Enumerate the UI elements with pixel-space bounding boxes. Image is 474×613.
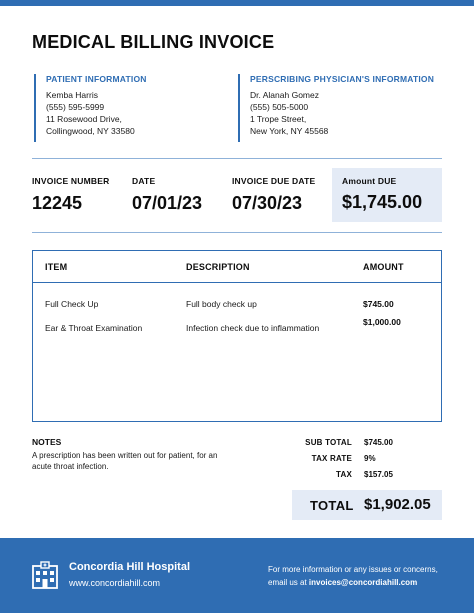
total-value: $1,902.05	[364, 496, 431, 513]
column-header-item: ITEM	[45, 262, 68, 272]
tax-row	[280, 470, 442, 484]
subtotal-value: $745.00	[364, 438, 393, 447]
invoice-date-label: DATE	[132, 176, 156, 186]
notes-heading: NOTES	[32, 437, 62, 447]
divider-top	[32, 158, 442, 159]
row-1-description: Full body check up	[186, 299, 257, 309]
amount-due-value: $1,745.00	[342, 192, 423, 212]
row-2-amount: $1,000.00	[363, 317, 401, 327]
column-header-amount: AMOUNT	[363, 262, 404, 272]
row-2-item: Ear & Throat Examination	[45, 323, 143, 333]
patient-info-heading: PATIENT INFORMATION	[46, 74, 147, 84]
footer-info-prefix: email us at	[268, 578, 309, 587]
hospital-name: Concordia Hill Hospital	[69, 561, 191, 573]
physician-info-heading: PERSCRIBING PHYSICIAN'S INFORMATION	[250, 74, 435, 84]
notes-section	[32, 437, 222, 472]
notes-text: A prescription has been written out for patient, for an acute throat infection.	[32, 451, 218, 471]
hospital-website-link[interactable]: www.concordiahill.com	[69, 578, 161, 588]
tax-value: $157.05	[364, 470, 393, 479]
invoice-number-value: 12245	[32, 193, 83, 213]
footer-email-link[interactable]: invoices@concordiahill.com	[308, 578, 418, 587]
footer-contact-info	[268, 563, 458, 589]
tax-rate-row	[280, 454, 442, 468]
hospital-building-icon	[32, 561, 58, 589]
tax-label: TAX	[335, 470, 352, 479]
total-label: TOTAL	[310, 498, 354, 513]
top-accent-bar	[0, 0, 474, 6]
row-1-item: Full Check Up	[45, 299, 99, 309]
patient-name: Kemba Harris	[46, 90, 98, 100]
tax-rate-label: TAX RATE	[311, 454, 352, 463]
physician-name: Dr. Alanah Gomez	[250, 90, 319, 100]
amount-due-label: Amount DUE	[342, 176, 397, 186]
patient-address-line1: 11 Rosewood Drive,	[46, 114, 122, 124]
page-title: MEDICAL BILLING INVOICE	[32, 32, 275, 52]
invoice-number-label: INVOICE NUMBER	[32, 176, 110, 186]
invoice-number-block	[32, 176, 109, 214]
invoice-date-block	[132, 176, 202, 214]
patient-info-section	[34, 74, 224, 142]
footer-info-line1: For more information or any issues or concerns,	[268, 565, 438, 574]
items-table	[32, 250, 442, 422]
items-table-header	[33, 251, 441, 283]
footer	[0, 538, 474, 613]
invoice-due-value: 07/30/23	[232, 193, 303, 213]
physician-info-section	[238, 74, 448, 142]
physician-address-line1: 1 Trope Street,	[250, 114, 307, 124]
tax-rate-value: 9%	[364, 454, 376, 463]
invoice-due-label: INVOICE DUE DATE	[232, 176, 316, 186]
patient-address-line2: Collingwood, NY 33580	[46, 126, 135, 136]
column-header-description: DESCRIPTION	[186, 262, 250, 272]
footer-info-line2	[268, 576, 458, 589]
subtotal-row	[280, 438, 442, 452]
invoice-date-value: 07/01/23	[132, 193, 203, 213]
total-box	[292, 490, 442, 520]
row-2-description: Infection check due to inflammation	[186, 323, 320, 333]
patient-phone: (555) 595-5999	[46, 102, 105, 112]
invoice-due-block	[232, 176, 315, 214]
amount-due-box	[332, 168, 442, 222]
subtotal-label: SUB TOTAL	[305, 438, 352, 447]
physician-phone: (555) 505-5000	[250, 102, 309, 112]
row-1-amount: $745.00	[363, 299, 394, 309]
divider-bottom	[32, 232, 442, 233]
physician-address-line2: New York, NY 45568	[250, 126, 329, 136]
